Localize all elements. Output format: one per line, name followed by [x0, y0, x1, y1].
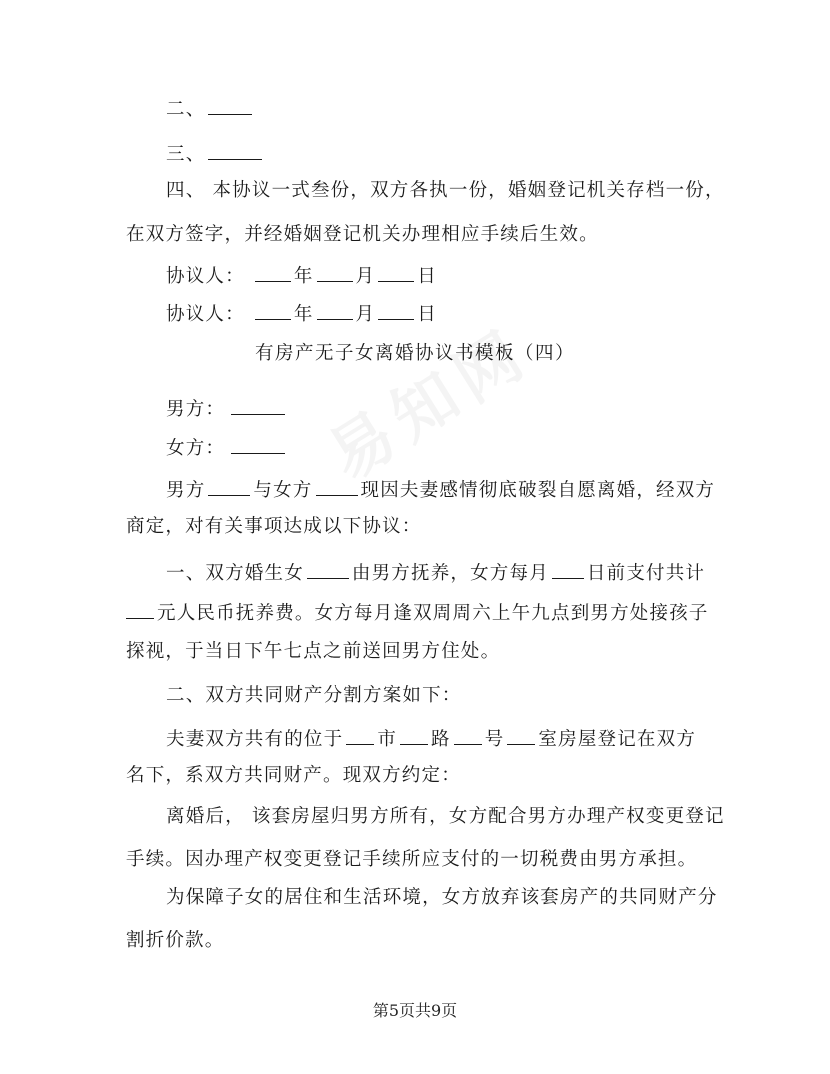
- blank-field: [454, 727, 482, 745]
- blank-field: [552, 561, 584, 579]
- clause-text: 日前支付共计: [586, 563, 706, 584]
- clause-2-p2-line-1: 离婚后， 该套房屋归男方所有，女方配合男方办理产权变更登记: [166, 806, 725, 827]
- blank-field: [307, 561, 349, 579]
- signature-label: 协议人：: [166, 266, 245, 287]
- clause-text: 路: [431, 729, 451, 750]
- blank-field: [317, 264, 353, 282]
- female-label: 女方：: [166, 438, 226, 459]
- clause-2-p2-line-2: 手续。因办理产权变更登记手续所应支付的一切税费由男方承担。: [126, 849, 698, 870]
- blank-field: [126, 601, 154, 619]
- page-number: 第5页共9页: [372, 1001, 458, 1020]
- clause-2-p3-line-1: 为保障子女的居住和生活环境，女方放弃该套房产的共同财产分: [166, 887, 718, 908]
- clause-1-line-1: [126, 561, 710, 586]
- day-label: 日: [417, 304, 437, 325]
- month-label: 月: [355, 304, 376, 325]
- item-3: [126, 142, 710, 167]
- year-label: 年: [293, 266, 314, 287]
- blank-field: [316, 478, 358, 496]
- item-4-line-2: 在双方签字，并经婚姻登记机关办理相应手续后生效。: [126, 224, 599, 245]
- clause-1-line-2: [126, 601, 710, 626]
- blank-field: [255, 302, 291, 320]
- clause-2-p1-line-1: [126, 727, 710, 752]
- section-title: 有房产无子女离婚协议书模板（四）: [254, 343, 575, 364]
- clause-2-heading: 二、双方共同财产分割方案如下：: [166, 685, 462, 706]
- signature-line-1: [126, 264, 710, 289]
- intro-line-1: [126, 478, 716, 503]
- day-label: 日: [417, 266, 437, 287]
- female-party: [126, 436, 710, 461]
- clause-2-p1-line-2: 名下，系双方共同财产。现双方约定：: [126, 765, 461, 786]
- year-label: 年: [293, 304, 314, 325]
- blank-field: [346, 727, 374, 745]
- clause-text: 元人民币抚养费。女方每月逢双周周六上午九点到男方处接孩子: [157, 603, 709, 624]
- item-2: [126, 97, 710, 122]
- male-label: 男方：: [166, 399, 226, 420]
- clause-text: 由男方抚养，女方每月: [351, 563, 549, 584]
- blank-field: [231, 436, 285, 454]
- clause-text: 市: [377, 729, 398, 750]
- blank-field: [507, 727, 535, 745]
- clause-text: 室房屋登记在双方: [538, 729, 697, 750]
- clause-text: 号: [484, 729, 505, 750]
- blank-field: [231, 397, 285, 415]
- intro-text: 与女方: [253, 480, 313, 501]
- clause-text: 夫妻双方共有的位于: [166, 729, 344, 750]
- clause-2-p3-line-2: 割折价款。: [126, 930, 225, 951]
- month-label: 月: [355, 266, 376, 287]
- blank-field: [208, 142, 262, 160]
- intro-text: 男方: [166, 480, 206, 501]
- blank-field: [378, 264, 414, 282]
- blank-field: [208, 478, 250, 496]
- blank-field: [317, 302, 353, 320]
- male-party: [126, 397, 710, 422]
- item-3-label: 三、: [166, 144, 206, 165]
- blank-field: [255, 264, 291, 282]
- signature-line-2: [126, 302, 710, 327]
- clause-1-line-3: 探视，于当日下午七点之前送回男方住处。: [126, 641, 501, 662]
- blank-field: [400, 727, 428, 745]
- intro-text: 现因夫妻感情彻底破裂自愿离婚，经双方: [360, 480, 716, 501]
- blank-field: [378, 302, 414, 320]
- blank-field: [208, 97, 252, 115]
- item-4-line-1: 四、 本协议一式叁份，双方各执一份，婚姻登记机关存档一份，: [166, 180, 725, 201]
- signature-label: 协议人：: [166, 304, 245, 325]
- intro-line-2: 商定，对有关事项达成以下协议：: [126, 516, 422, 537]
- item-2-label: 二、: [166, 99, 206, 120]
- clause-text: 一、双方婚生女: [166, 563, 304, 584]
